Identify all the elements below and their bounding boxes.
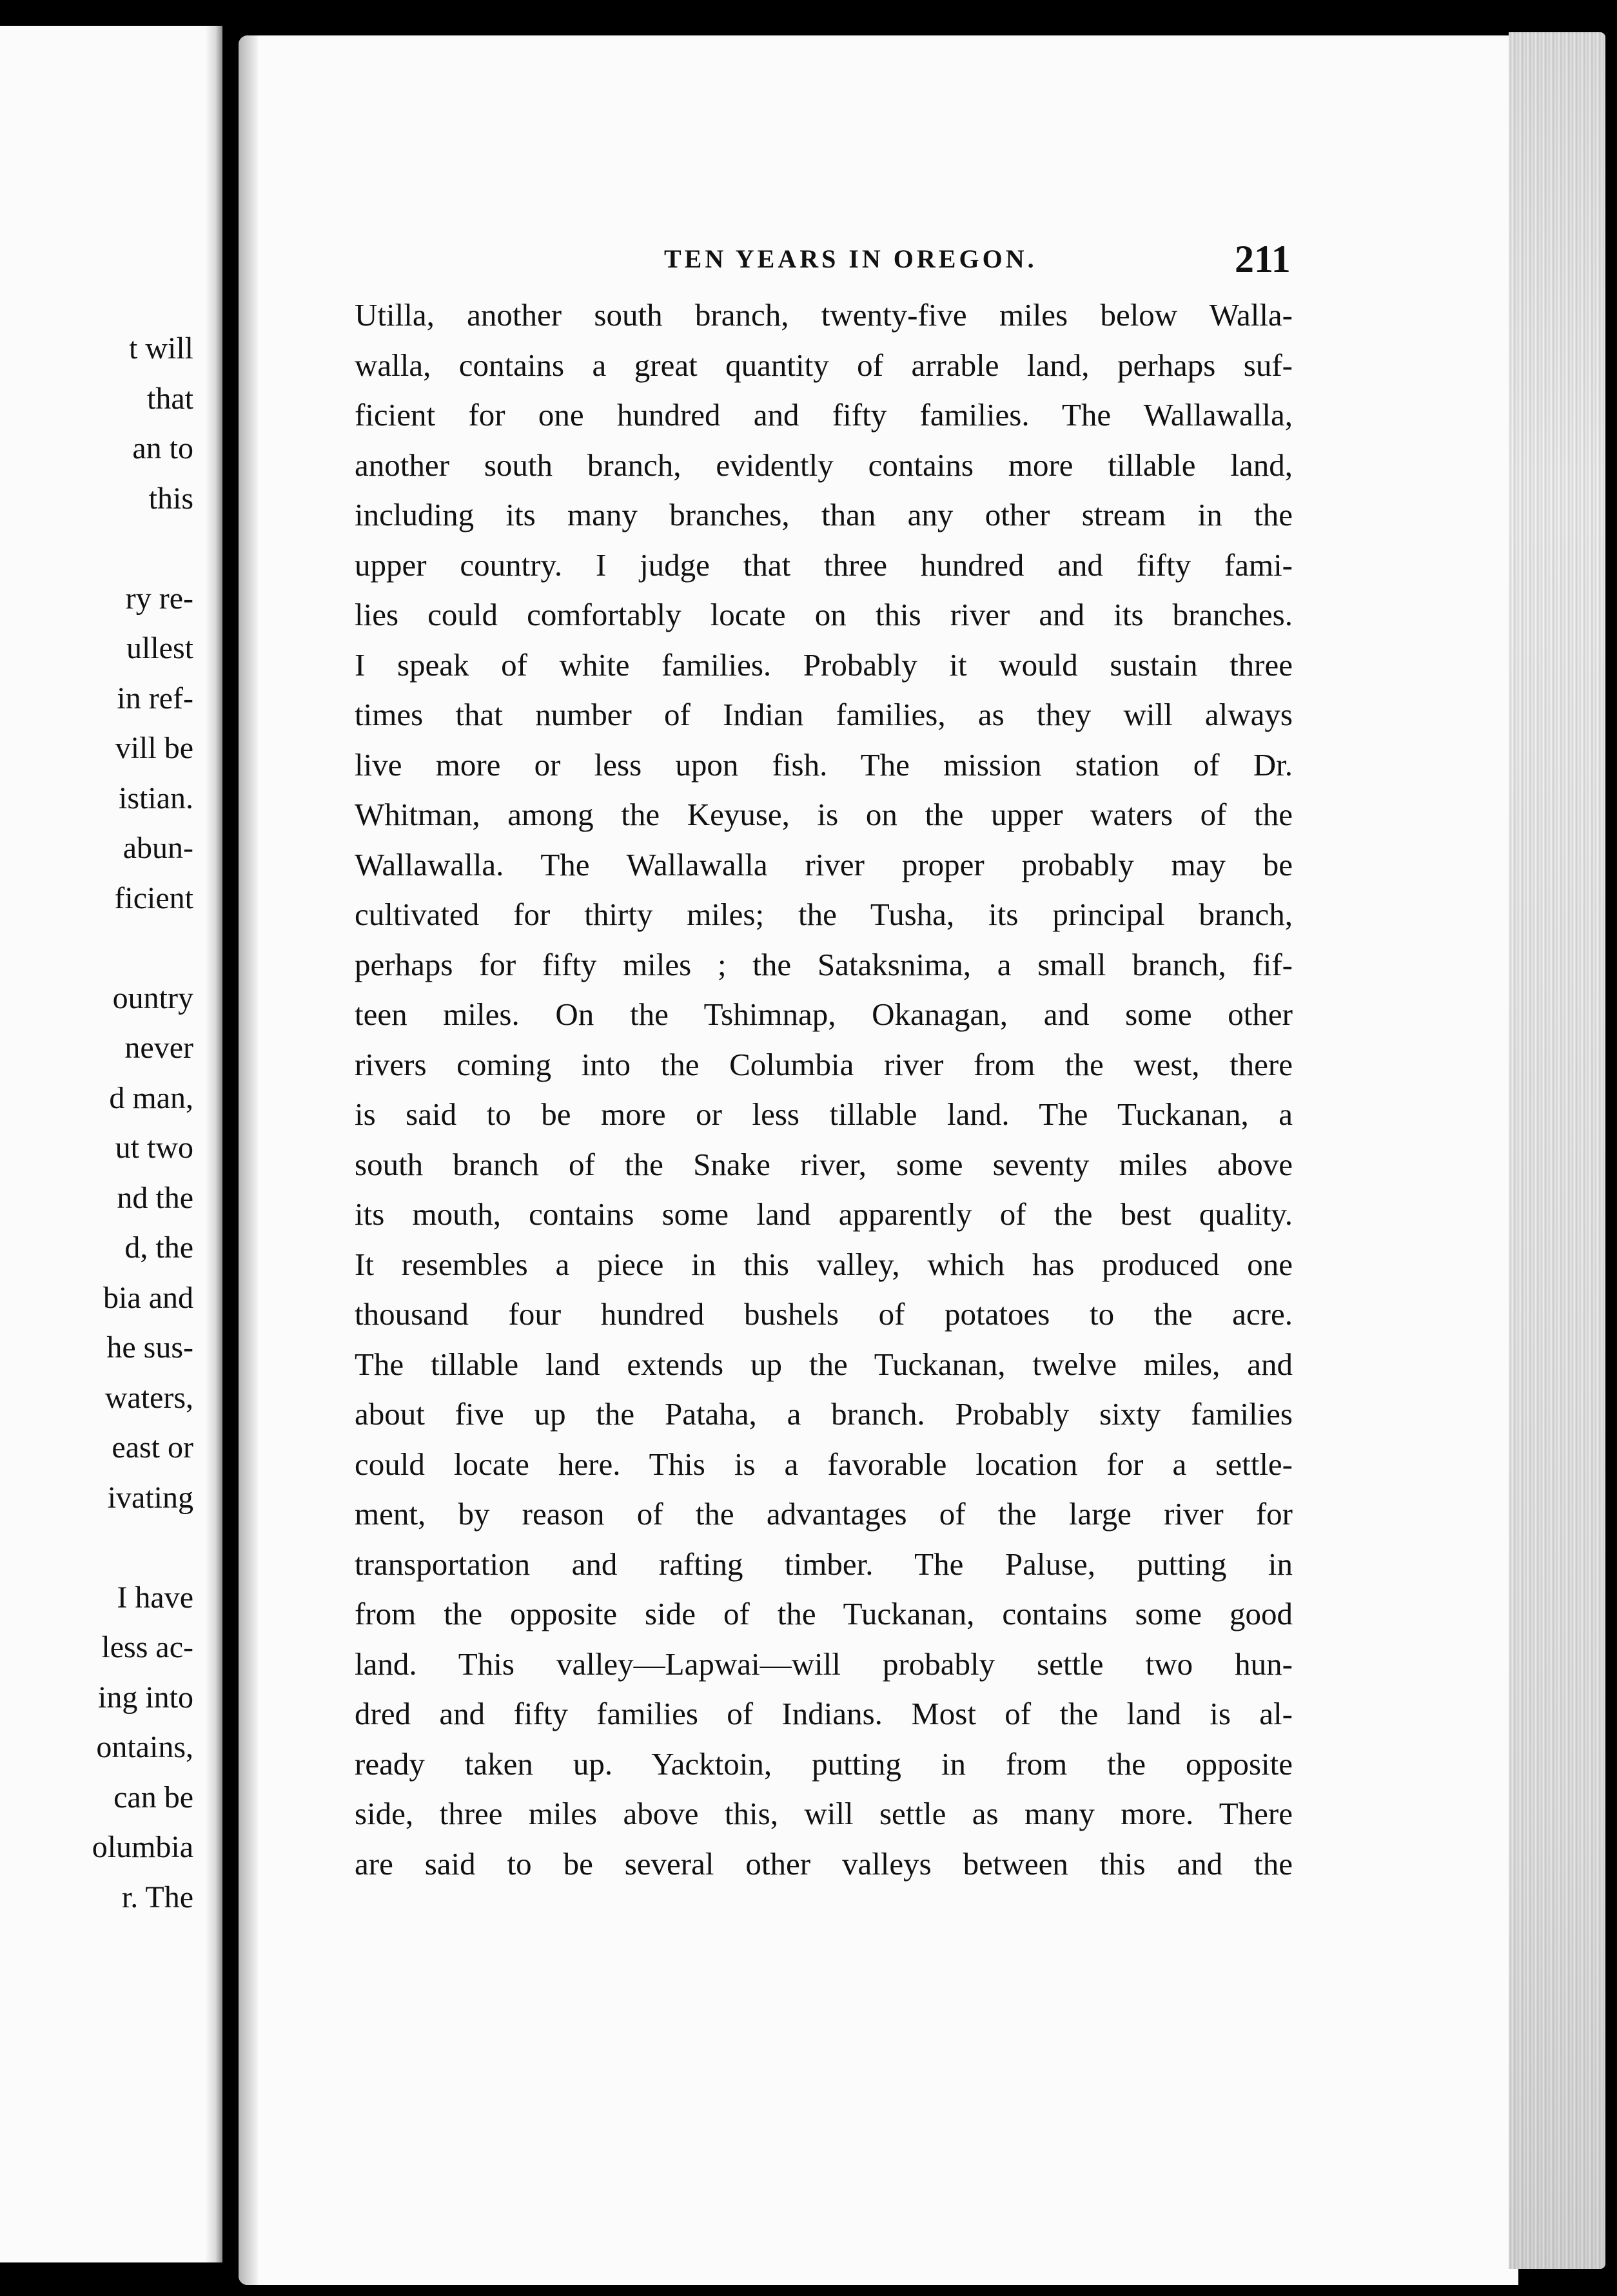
left-fragment-line: ficient bbox=[114, 880, 193, 915]
running-head: TEN YEARS IN OREGON. bbox=[664, 244, 1037, 273]
body-line: thousand four hundred bushels of potatoes to the acre. bbox=[355, 1296, 1293, 1332]
left-fragment-line: ry re- bbox=[125, 581, 193, 616]
left-fragment-line: east or bbox=[112, 1430, 193, 1464]
body-line: including its many branches, than any other stream in the bbox=[355, 497, 1293, 532]
left-fragment-line: waters, bbox=[104, 1380, 193, 1415]
body-line: land. This valley—Lapwai—will probably settle two hun- bbox=[355, 1646, 1293, 1682]
left-fragment-line: ullest bbox=[126, 631, 193, 665]
left-fragment-line: nd the bbox=[117, 1180, 193, 1215]
left-fragment-line bbox=[0, 923, 193, 973]
left-fragment-line: ivating bbox=[107, 1480, 193, 1515]
body-line: Wallawalla. The Wallawalla river proper probably may be bbox=[355, 846, 1293, 882]
page-number: 211 bbox=[1235, 238, 1291, 280]
left-fragment-line: this bbox=[148, 481, 193, 516]
left-fragment-line: that bbox=[147, 381, 193, 416]
left-page bbox=[0, 26, 222, 2262]
body-line: cultivated for thirty miles; the Tusha, its principal branch, bbox=[355, 897, 1293, 932]
left-fragment-line: an to bbox=[132, 431, 193, 465]
left-fragment-line: vill be bbox=[115, 731, 193, 765]
left-fragment-line: ontains, bbox=[96, 1730, 193, 1764]
left-fragment-line bbox=[0, 1523, 193, 1573]
left-fragment-line: never bbox=[124, 1031, 193, 1065]
body-line: teen miles. On the Tshimnap, Okanagan, and some other bbox=[355, 997, 1293, 1032]
left-fragment-line: istian. bbox=[119, 781, 193, 815]
body-line: dred and fifty families of Indians. Most of the land is al- bbox=[355, 1696, 1293, 1731]
book-fore-edge-shade bbox=[1509, 32, 1605, 2269]
left-fragment-line: t will bbox=[128, 331, 193, 365]
body-line: about five up the Pataha, a branch. Probably sixty families bbox=[355, 1396, 1293, 1432]
body-line: The tillable land extends up the Tuckanan, twelve miles, and bbox=[355, 1346, 1293, 1382]
body-line: It resembles a piece in this valley, which has produced one bbox=[355, 1246, 1293, 1282]
left-fragment-line: ing into bbox=[97, 1680, 193, 1715]
body-line: are said to be several other valleys between this and the bbox=[355, 1845, 1293, 1882]
left-fragment-line: I have bbox=[117, 1580, 193, 1615]
left-fragment-line: d man, bbox=[109, 1080, 193, 1115]
left-fragment-line bbox=[0, 523, 193, 574]
body-line: live more or less upon fish. The mission station of Dr. bbox=[355, 746, 1293, 783]
right-page-gutter-shadow bbox=[239, 35, 258, 2285]
left-page-gutter-shadow bbox=[205, 26, 222, 2262]
body-line: side, three miles above this, will settle as many more. There bbox=[355, 1796, 1293, 1831]
body-line: ready taken up. Yacktoin, putting in from the opposite bbox=[355, 1746, 1293, 1782]
left-page-text-fragments bbox=[0, 324, 193, 1922]
left-fragment-line: he sus- bbox=[106, 1330, 193, 1365]
left-fragment-line: abun- bbox=[122, 831, 193, 865]
body-line: is said to be more or less tillable land. The Tuckanan, a bbox=[355, 1096, 1293, 1132]
left-fragment-line: olumbia bbox=[92, 1830, 193, 1864]
body-line: walla, contains a great quantity of arrable land, perhaps suf- bbox=[355, 347, 1293, 383]
body-line: ficient for one hundred and fifty families. The Wallawalla, bbox=[355, 397, 1293, 433]
left-fragment-line: bia and bbox=[103, 1280, 193, 1315]
left-fragment-line: ut two bbox=[115, 1131, 193, 1165]
body-line: Whitman, among the Keyuse, is on the upper waters of the bbox=[355, 797, 1293, 832]
body-text bbox=[355, 290, 1293, 1889]
left-fragment-line: less ac- bbox=[101, 1630, 193, 1664]
body-line: from the opposite side of the Tuckanan, contains some good bbox=[355, 1596, 1293, 1631]
body-line: lies could comfortably locate on this river and its branches. bbox=[355, 597, 1293, 632]
body-line: ment, by reason of the advantages of the large river for bbox=[355, 1496, 1293, 1532]
left-fragment-line: can be bbox=[113, 1780, 193, 1814]
left-fragment-line: d, the bbox=[124, 1231, 193, 1265]
body-line: another south branch, evidently contains more tillable land, bbox=[355, 447, 1293, 483]
body-line: rivers coming into the Columbia river from the west, there bbox=[355, 1046, 1293, 1082]
left-fragment-line: ountry bbox=[112, 980, 193, 1015]
body-line: its mouth, contains some land apparently of the best quality. bbox=[355, 1196, 1293, 1232]
body-line: transportation and rafting timber. The Paluse, putting in bbox=[355, 1546, 1293, 1582]
body-line: I speak of white families. Probably it would sustain three bbox=[355, 647, 1293, 683]
body-line: upper country. I judge that three hundred and fifty fami- bbox=[355, 547, 1293, 583]
left-fragment-line: in ref- bbox=[117, 681, 193, 715]
body-line: could locate here. This is a favorable location for a settle- bbox=[355, 1446, 1293, 1482]
body-line: times that number of Indian families, as they will always bbox=[355, 697, 1293, 732]
body-line: Utilla, another south branch, twenty-five miles below Walla- bbox=[355, 297, 1293, 333]
left-fragment-line: r. The bbox=[121, 1880, 193, 1914]
body-line: south branch of the Snake river, some seventy miles above bbox=[355, 1146, 1293, 1182]
body-line: perhaps for fifty miles ; the Sataksnima, a small branch, fif- bbox=[355, 946, 1293, 982]
